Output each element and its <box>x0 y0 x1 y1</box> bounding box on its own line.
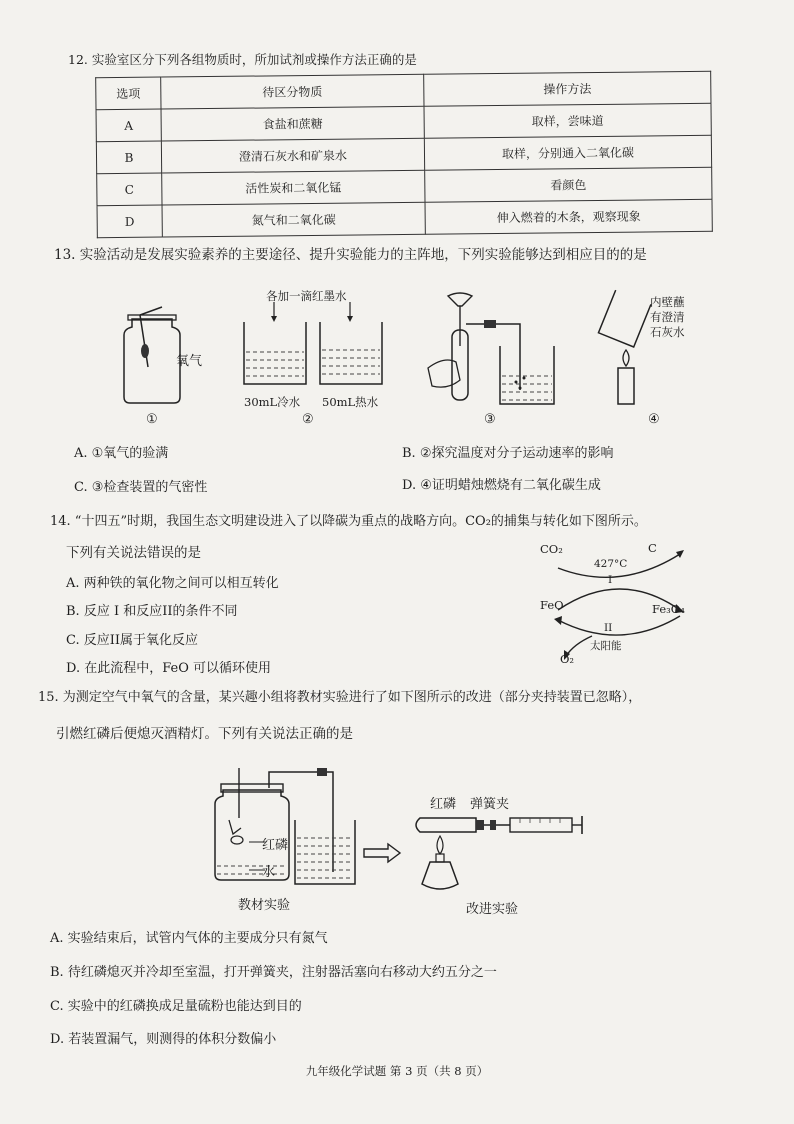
table-cell: A <box>96 109 161 142</box>
q15-option-a[interactable]: A. 实验结束后，试管内气体的主要成分只有氮气 <box>50 931 328 946</box>
q14-sun-label: 太阳能 <box>590 640 622 652</box>
page-footer: 九年级化学试题 第 3 页（共 8 页） <box>305 1064 489 1078</box>
q13-option-d[interactable]: D. ④证明蜡烛燃烧有二氧化碳生成 <box>402 478 601 493</box>
q14-option-d[interactable]: D. 在此流程中，FeO 可以循环使用 <box>66 661 272 676</box>
fig2-top-label: 各加一滴红墨水 <box>266 289 347 303</box>
fig2-number: ② <box>302 412 314 427</box>
table-cell: 看颜色 <box>425 167 712 202</box>
fig3-airtightness-apparatus <box>420 290 570 410</box>
fig2-left-label: 30mL冷水 <box>244 395 301 409</box>
q14-c-label: C <box>648 541 657 555</box>
q15-right-phosphorus-label: 红磷 <box>430 797 457 812</box>
q15-left-phosphorus-label: 红磷 <box>262 838 289 853</box>
table-cell: B <box>96 141 161 174</box>
q14-option-c[interactable]: C. 反应II属于氧化反应 <box>66 633 199 648</box>
q15-right-clip-label: 弹簧夹 <box>470 797 510 812</box>
q15-option-b[interactable]: B. 待红磷熄灭并冷却至室温，打开弹簧夹，注射器活塞向右移动大约五分之一 <box>50 965 497 980</box>
q14-fe3o4-label: Fe₃O₄ <box>652 602 685 616</box>
q12-stem: 12. 实验室区分下列各组物质时，所加试剂或操作方法正确的是 <box>68 52 417 67</box>
q15-stem-1: 15. 为测定空气中氧气的含量，某兴趣小组将教材实验进行了如下图所示的改进（部分夹持装置已忽略）， <box>38 690 642 705</box>
table-cell: 食盐和蔗糖 <box>161 106 424 141</box>
q13-stem: 13. 实验活动是发展实验素养的主要途径、提升实验能力的主阵地，下列实验能够达到相应目的的是 <box>54 247 647 263</box>
q14-stem-2: 下列有关说法错误的是 <box>66 545 201 561</box>
table-cell: 取样，分别通入二氧化碳 <box>424 135 711 170</box>
q14-option-a[interactable]: A. 两种铁的氧化物之间可以相互转化 <box>66 576 279 591</box>
q14-reaction-1-label: I <box>608 574 613 586</box>
fig1-label: 氧气 <box>176 354 203 369</box>
q12-table <box>95 71 713 238</box>
q15-left-water-label: 水 <box>262 865 276 880</box>
q13-option-a[interactable]: A. ①氧气的验满 <box>74 446 169 461</box>
fig2-right-label: 50mL热水 <box>322 395 379 409</box>
fig3-number: ③ <box>484 412 496 427</box>
table-header: 选项 <box>96 77 161 110</box>
q15-option-c[interactable]: C. 实验中的红磷换成足量硫粉也能达到目的 <box>50 999 302 1014</box>
q15-option-d[interactable]: D. 若装置漏气，则测得的体积分数偏小 <box>50 1032 277 1047</box>
q15-left-caption: 教材实验 <box>238 898 291 913</box>
table-row <box>97 199 712 237</box>
q15-stem-2: 引燃红磷后便熄灭酒精灯。下列有关说法正确的是 <box>56 726 353 742</box>
table-header: 操作方法 <box>424 71 711 106</box>
q15-textbook-apparatus <box>205 762 365 888</box>
fig1-number: ① <box>146 412 158 427</box>
q14-option-b[interactable]: B. 反应 I 和反应II的条件不同 <box>66 604 238 619</box>
q13-option-c[interactable]: C. ③检查装置的气密性 <box>74 480 208 495</box>
fig2-beakers <box>240 302 390 392</box>
q15-improved-apparatus <box>410 808 590 898</box>
table-cell: 活性炭和二氧化锰 <box>162 170 425 205</box>
q14-stem-1: 14. “十四五”时期，我国生态文明建设进入了以降碳为重点的战略方向。CO₂的捕集与转化如下图所示。 <box>50 514 647 529</box>
table-cell: 取样，尝味道 <box>424 103 711 138</box>
table-cell: 澄清石灰水和矿泉水 <box>161 138 424 173</box>
q14-feo-label: FeO <box>540 598 564 612</box>
fig4-number: ④ <box>648 412 660 427</box>
q15-right-caption: 改进实验 <box>466 902 519 917</box>
q14-reaction-2-label: II <box>604 622 613 634</box>
table-cell: D <box>97 205 162 238</box>
q15-arrow-icon <box>362 842 402 864</box>
q14-o2-label: O₂ <box>560 652 575 666</box>
fig4-candle-beaker <box>596 288 656 408</box>
table-cell: C <box>97 173 162 206</box>
q13-option-b[interactable]: B. ②探究温度对分子运动速率的影响 <box>402 446 614 461</box>
q14-co2-label: CO₂ <box>540 542 563 556</box>
table-header: 待区分物质 <box>161 74 424 109</box>
fig4-label: 内壁蘸 有澄清 石灰水 <box>650 295 685 339</box>
q14-temp-label: 427°C <box>594 558 628 570</box>
table-cell: 伸入燃着的木条，观察现象 <box>425 199 712 234</box>
table-cell: 氮气和二氧化碳 <box>162 202 425 237</box>
